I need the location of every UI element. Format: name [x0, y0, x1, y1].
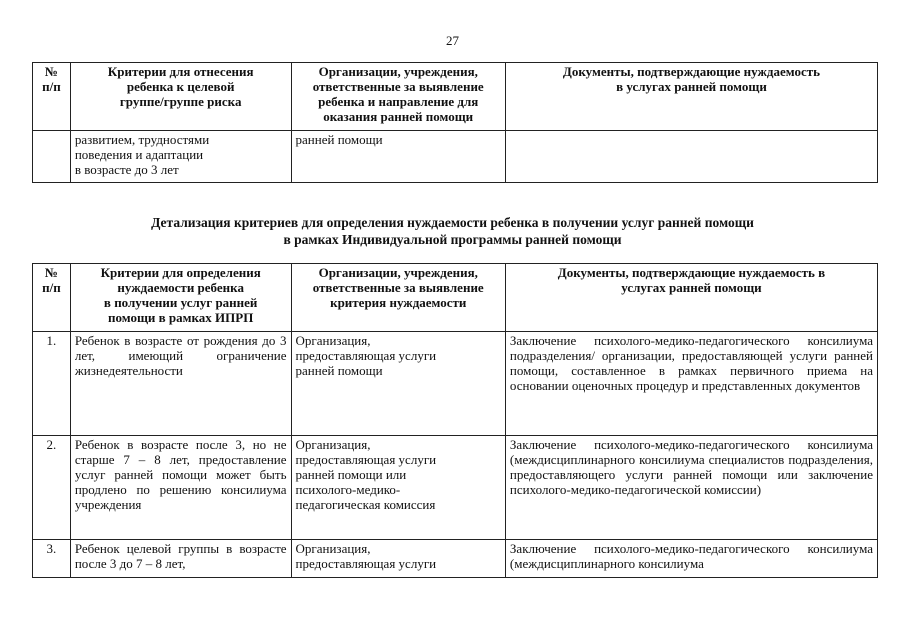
cell-organizations: ранней помощи: [291, 131, 505, 183]
page-number: 27: [446, 33, 459, 48]
criteria-detail-table: [32, 263, 878, 578]
section-title: [0, 214, 905, 248]
table-row: [33, 131, 878, 183]
header-organizations: Организации, учреждения, ответственные за выявление критерия нуждаемости: [291, 264, 505, 332]
header-number: № п/п: [33, 264, 71, 332]
table-row: [33, 332, 878, 436]
cell-documents: Заключение психолого-медико-педагогического консилиума (междисциплинарного консилиума специалистов подразделения, предоставляющего услуги ранней помощи или заключение психолого-медико-педагогической комиссии): [505, 436, 877, 540]
table-row: [33, 436, 878, 540]
cell-documents: [505, 131, 877, 183]
cell-number: [33, 131, 71, 183]
cell-number: 3.: [33, 540, 71, 578]
cell-number: 2.: [33, 436, 71, 540]
table-header-row: [33, 63, 878, 131]
cell-organizations: Организация, предоставляющая услуги ранней помощи или психолого-медико- педагогическая комиссия: [291, 436, 505, 540]
header-criteria: Критерии для определения нуждаемости ребенка в получении услуг ранней помощи в рамках ИПРП: [70, 264, 291, 332]
header-number: № п/п: [33, 63, 71, 131]
cell-criteria: Ребенок в возрасте от рождения до 3 лет, имеющий ограничение жизнедеятельности: [70, 332, 291, 436]
table-row: [33, 540, 878, 578]
cell-documents: Заключение психолого-медико-педагогического консилиума подразделения/ организации, предоставляющей услуги ранней помощи, составленное в рамках первичного приема на основании оценочных процедур и представленных документов: [505, 332, 877, 436]
cell-organizations: Организация, предоставляющая услуги: [291, 540, 505, 578]
criteria-table-continued: [32, 62, 878, 183]
header-criteria: Критерии для отнесения ребенка к целевой группе/группе риска: [70, 63, 291, 131]
section-title-line1: Детализация критериев для определения нуждаемости ребенка в получении услуг ранней помощи: [151, 215, 754, 230]
header-documents: Документы, подтверждающие нуждаемость в услугах ранней помощи: [505, 63, 877, 131]
cell-number: 1.: [33, 332, 71, 436]
table-header-row: [33, 264, 878, 332]
cell-criteria: развитием, трудностями поведения и адаптации в возрасте до 3 лет: [70, 131, 291, 183]
cell-documents: Заключение психолого-медико-педагогического консилиума (междисциплинарного консилиума: [505, 540, 877, 578]
header-organizations: Организации, учреждения, ответственные за выявление ребенка и направление для оказания ранней помощи: [291, 63, 505, 131]
header-documents: Документы, подтверждающие нуждаемость в услугах ранней помощи: [505, 264, 877, 332]
section-title-line2: в рамках Индивидуальной программы ранней помощи: [283, 232, 622, 247]
cell-criteria: Ребенок целевой группы в возрасте после 3 до 7 – 8 лет,: [70, 540, 291, 578]
cell-criteria: Ребенок в возрасте после 3, но не старше 7 – 8 лет, предоставление услуг ранней помощи может быть продлено по решению консилиума учреждения: [70, 436, 291, 540]
cell-organizations: Организация, предоставляющая услуги ранней помощи: [291, 332, 505, 436]
